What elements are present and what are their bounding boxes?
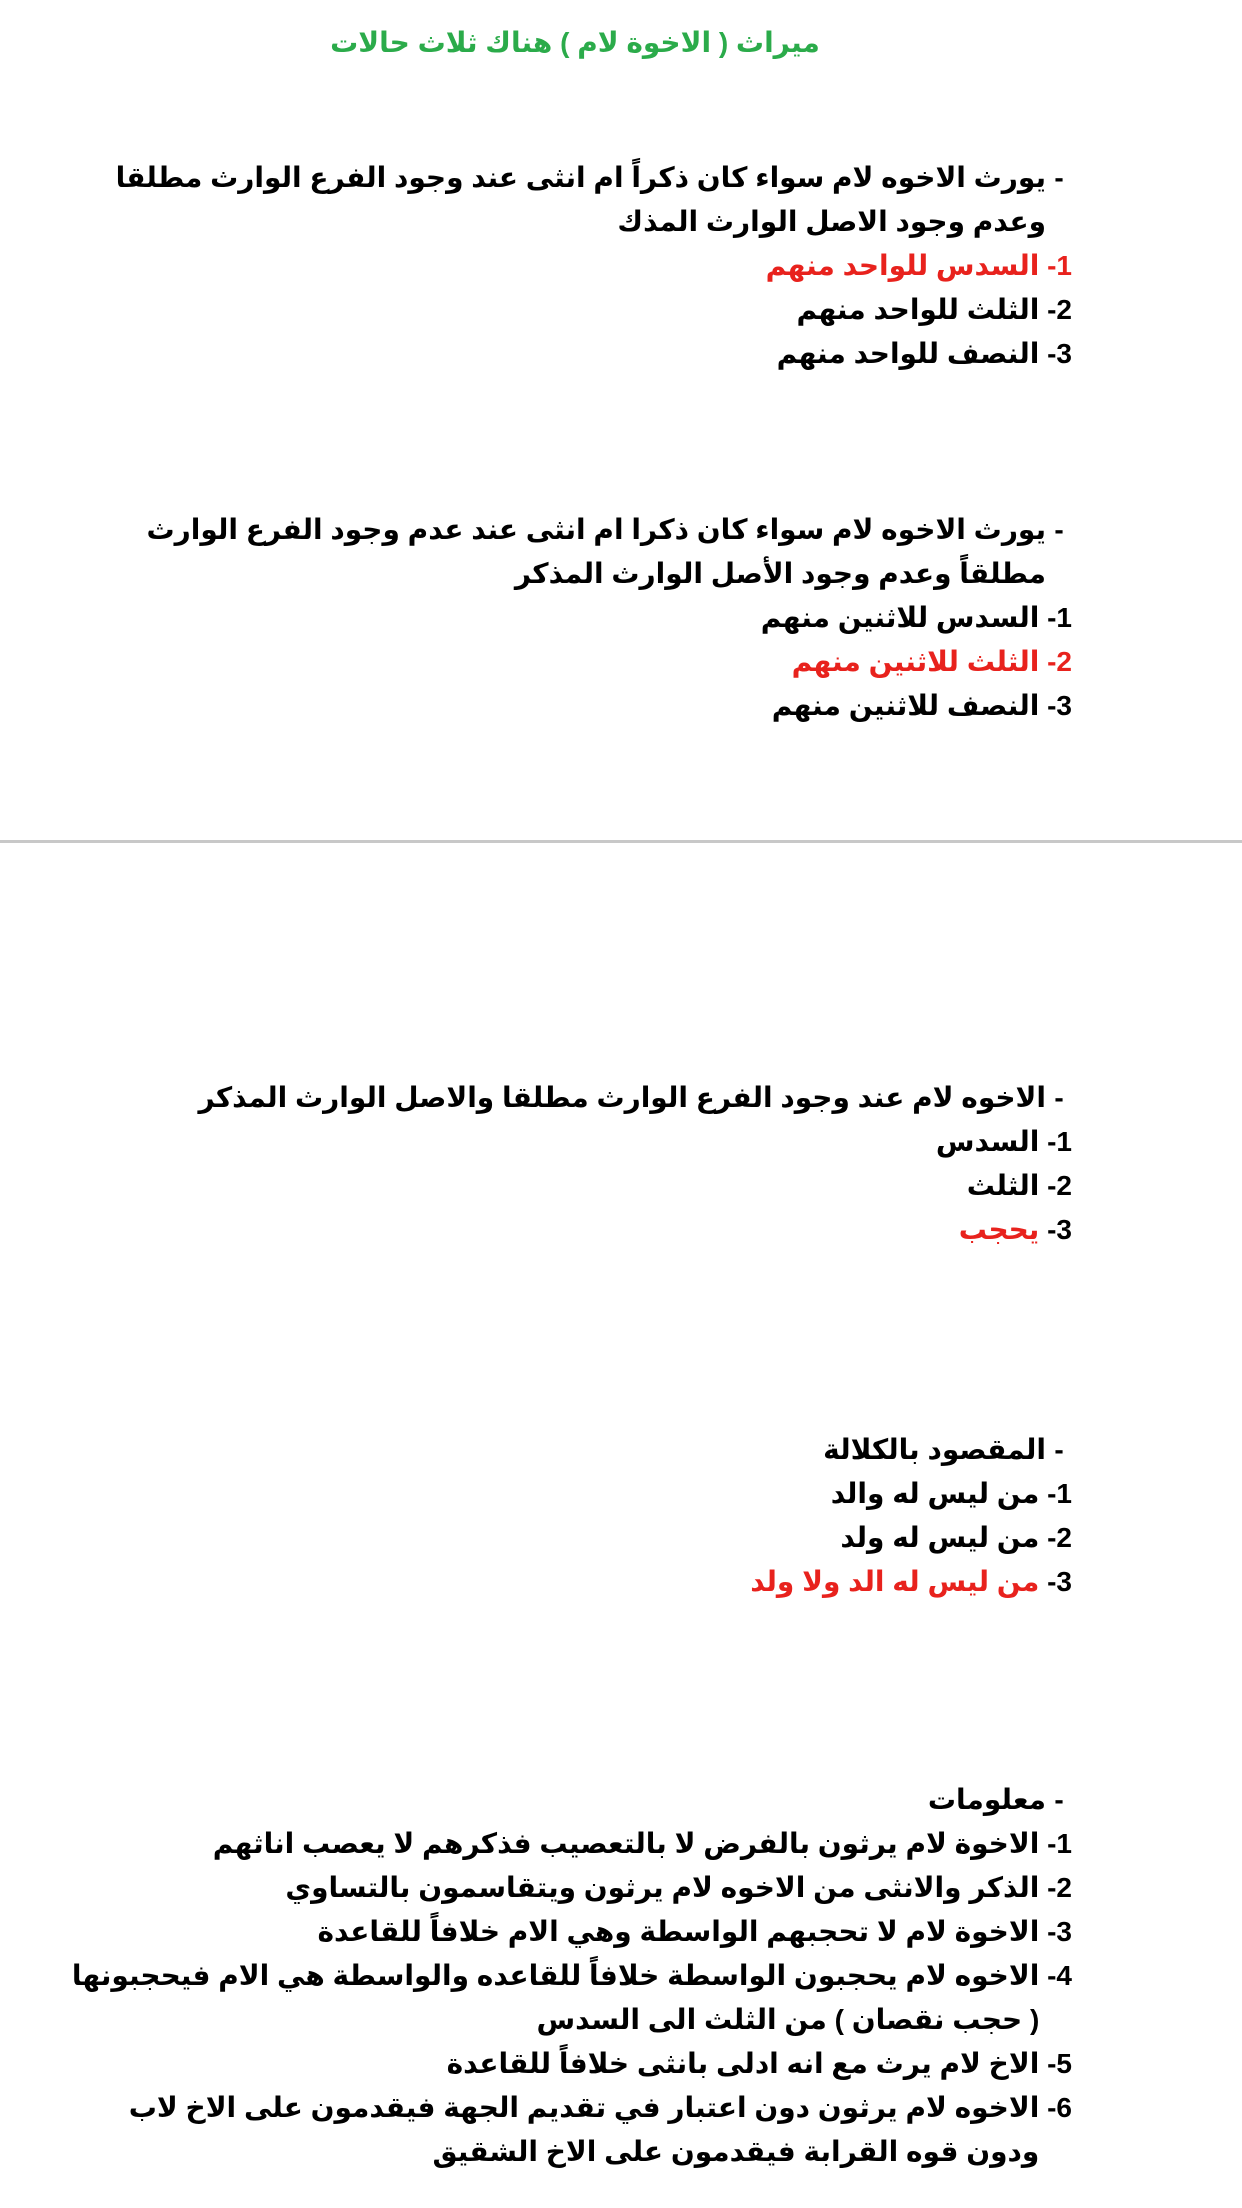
info-item-6 (62, 2086, 1072, 2174)
item-number: 6- (1047, 2092, 1072, 2123)
question-3-text: الاخوه لام عند وجود الفرع الوارث مطلقا والاصل الوارث المذكر (198, 1082, 1046, 1113)
option-number: 1- (1047, 1126, 1072, 1157)
option-number: 1- (1047, 1478, 1072, 1509)
item-text: الاخوة لام يرثون بالفرض لا بالتعصيب فذكرهم لا يعصب اناثهم (212, 1828, 1040, 1859)
question-2-option-3 (112, 684, 1072, 728)
item-text: الاخوة لام لا تحجبهم الواسطة وهي الام خلافاً للقاعدة (317, 1916, 1040, 1947)
question-3-options (72, 1120, 1072, 1252)
option-text: الثلث (966, 1170, 1040, 1201)
option-number: 2- (1047, 294, 1072, 325)
question-2-option-2 (112, 640, 1072, 684)
question-1-option-3 (72, 332, 1072, 376)
question-2-heading (112, 508, 1072, 596)
info-item-1 (62, 1822, 1072, 1866)
option-number: 2- (1047, 1170, 1072, 1201)
item-number: 4- (1047, 1960, 1072, 1991)
item-text: الاخوه لام يحجبون الواسطة خلافاً للقاعده والواسطة هي الام فيحجبونها ( حجب نقصان ) من الثلث الى السدس (71, 1960, 1040, 2035)
question-4-heading (72, 1428, 1072, 1472)
info-heading (62, 1778, 1072, 1822)
bullet-dash: - (1054, 1434, 1064, 1465)
question-3-option-3 (72, 1208, 1072, 1252)
info-section (62, 1778, 1072, 2174)
option-text: من ليس له والد (830, 1478, 1040, 1509)
option-text: السدس للواحد منهم (765, 250, 1040, 281)
section-divider (0, 840, 1242, 843)
question-2-text: يورث الاخوه لام سواء كان ذكرا ام انثى عند عدم وجود الفرع الوارث مطلقاً وعدم وجود الأصل الوارث المذكر (146, 514, 1046, 589)
question-2-option-1 (112, 596, 1072, 640)
option-text: الثلث للاثنين منهم (791, 646, 1040, 677)
item-number: 2- (1047, 1872, 1072, 1903)
item-text: الاخ لام يرث مع انه ادلى بانثى خلافاً للقاعدة (446, 2048, 1040, 2079)
info-heading-text: معلومات (927, 1784, 1046, 1815)
option-number: 1- (1047, 250, 1072, 281)
info-item-5 (62, 2042, 1072, 2086)
option-number: 3- (1047, 338, 1072, 369)
info-item-2 (62, 1866, 1072, 1910)
question-1-option-2 (72, 288, 1072, 332)
question-4-option-3 (72, 1560, 1072, 1604)
bullet-dash: - (1054, 1082, 1064, 1113)
bullet-dash: - (1054, 514, 1064, 545)
question-1-options (72, 244, 1072, 376)
item-number: 5- (1047, 2048, 1072, 2079)
option-text: النصف للواحد منهم (776, 338, 1040, 369)
question-4-options (72, 1472, 1072, 1604)
question-4-option-2 (72, 1516, 1072, 1560)
question-3-heading (72, 1076, 1072, 1120)
option-text: يحجب (958, 1214, 1040, 1245)
question-1 (72, 156, 1072, 376)
question-1-heading (72, 156, 1072, 244)
question-4 (72, 1428, 1072, 1604)
question-1-text: يورث الاخوه لام سواء كان ذكراً ام انثى عند وجود الفرع الوارث مطلقا وعدم وجود الاصل الوارث المذك (115, 162, 1046, 237)
question-3 (72, 1076, 1072, 1252)
option-text: من ليس له الد ولا ولد (750, 1566, 1040, 1597)
option-number: 2- (1047, 1522, 1072, 1553)
question-2-options (112, 596, 1072, 728)
option-number: 3- (1047, 1566, 1072, 1597)
question-2 (112, 508, 1072, 728)
bullet-dash: - (1054, 162, 1064, 193)
option-number: 2- (1047, 646, 1072, 677)
question-3-option-1 (72, 1120, 1072, 1164)
option-text: الثلث للواحد منهم (796, 294, 1040, 325)
question-4-text: المقصود بالكلالة (823, 1434, 1046, 1465)
option-text: السدس للاثنين منهم (760, 602, 1040, 633)
option-number: 3- (1047, 690, 1072, 721)
option-text: السدس (935, 1126, 1040, 1157)
info-list (62, 1822, 1072, 2174)
question-4-option-1 (72, 1472, 1072, 1516)
item-text: الذكر والانثى من الاخوه لام يرثون ويتقاسمون بالتساوي (285, 1872, 1040, 1903)
info-item-4 (62, 1954, 1072, 2042)
option-text: من ليس له ولد (840, 1522, 1040, 1553)
option-number: 1- (1047, 602, 1072, 633)
question-3-option-2 (72, 1164, 1072, 1208)
item-number: 1- (1047, 1828, 1072, 1859)
page-title: ميراث ( الاخوة لام ) هناك ثلاث حالات (330, 27, 820, 58)
option-number: 3- (1047, 1214, 1072, 1245)
option-text: النصف للاثنين منهم (771, 690, 1040, 721)
item-number: 3- (1047, 1916, 1072, 1947)
item-text: الاخوه لام يرثون دون اعتبار في تقديم الجهة فيقدمون على الاخ لاب ودون قوه القرابة فيقدمون على الاخ الشقيق (128, 2092, 1040, 2167)
info-item-3 (62, 1910, 1072, 1954)
question-1-option-1 (72, 244, 1072, 288)
bullet-dash: - (1054, 1784, 1064, 1815)
